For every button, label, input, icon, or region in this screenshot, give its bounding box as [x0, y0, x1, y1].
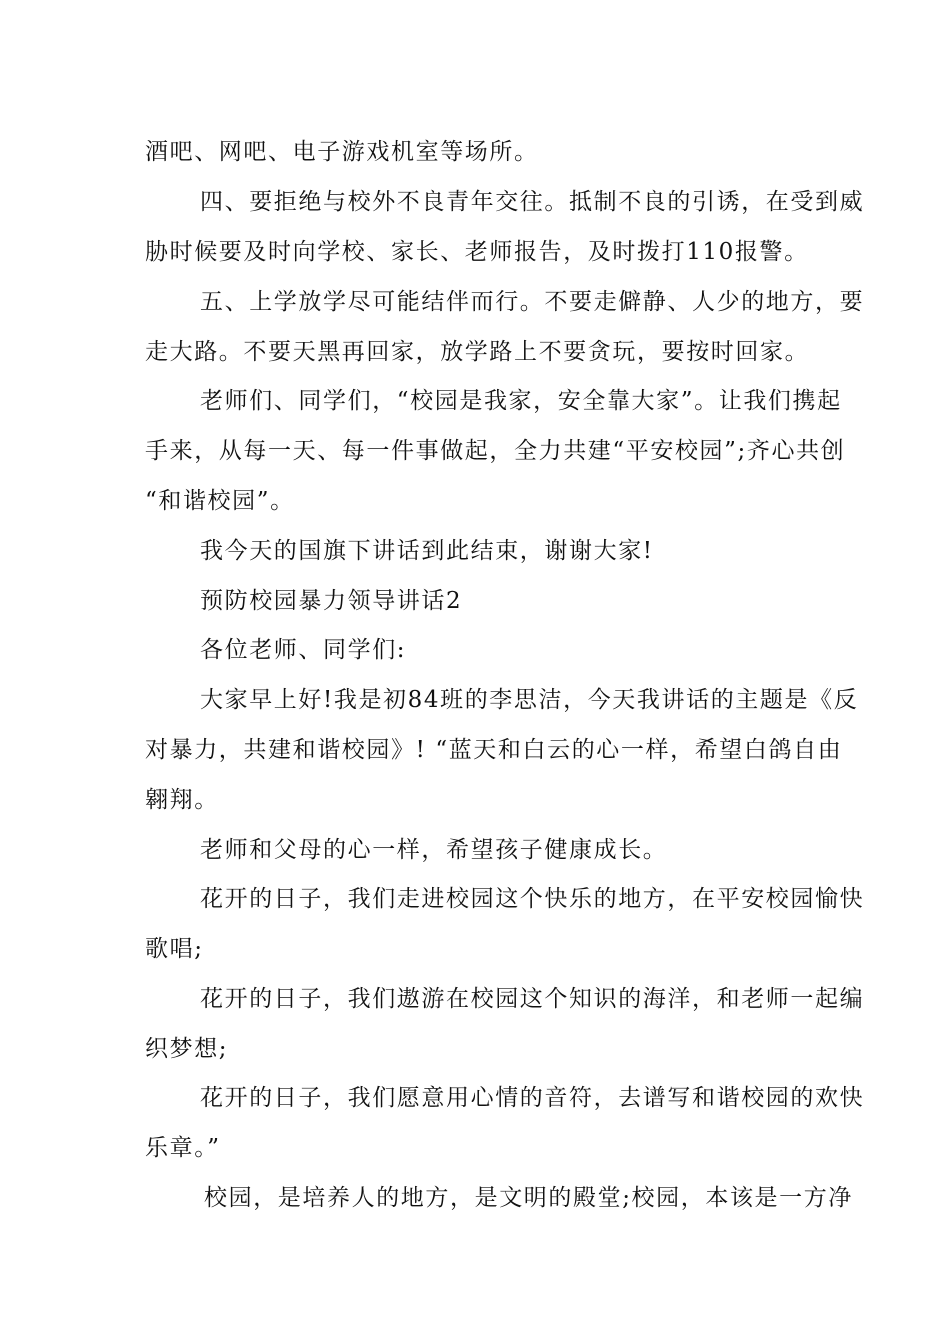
- paragraph-line: 老师们、同学们，“校园是我家，安全靠大家”。让我们携起: [200, 388, 842, 414]
- paragraph-line: 我今天的国旗下讲话到此结束，谢谢大家!: [200, 538, 654, 564]
- paragraph-line: 花开的日子，我们愿意用心情的音符，去谱写和谐校园的欢快: [200, 1085, 865, 1111]
- text-line: “和谐校园”。: [145, 488, 295, 514]
- text-line: 歌唱;: [145, 936, 204, 962]
- paragraph-line: 老师和父母的心一样，希望孩子健康成长。: [200, 837, 668, 863]
- paragraph-line: 五、上学放学尽可能结伴而行。不要走僻静、人少的地方，要: [200, 289, 865, 315]
- paragraph-line: 四、要拒绝与校外不良青年交往。抵制不良的引诱，在受到威: [200, 189, 865, 215]
- text-line: 对暴力，共建和谐校园》! “蓝天和白云的心一样，希望白鸽自由: [145, 737, 843, 763]
- text-line: 翱翔。: [145, 787, 219, 813]
- text-line: 酒吧、网吧、电子游戏机室等场所。: [145, 139, 539, 165]
- text-line: 走大路。不要天黑再回家，放学路上不要贪玩，要按时回家。: [145, 339, 810, 365]
- text-line: 乐章。”: [145, 1135, 221, 1161]
- greeting-line: 各位老师、同学们:: [200, 637, 407, 663]
- text-line: 织梦想;: [145, 1036, 229, 1062]
- paragraph-line: 校园，是培养人的地方，是文明的殿堂;校园，本该是一方净: [204, 1185, 853, 1211]
- paragraph-line: 大家早上好!我是初84班的李思洁，今天我讲话的主题是《反: [200, 687, 859, 713]
- text-line: 手来，从每一天、每一件事做起，全力共建“平安校园”;齐心共创: [145, 438, 846, 464]
- paragraph-line: 花开的日子，我们走进校园这个快乐的地方，在平安校园愉快: [200, 886, 865, 912]
- paragraph-line: 花开的日子，我们遨游在校园这个知识的海洋，和老师一起编: [200, 986, 865, 1012]
- text-line: 胁时候要及时向学校、家长、老师报告，及时拨打110报警。: [145, 239, 809, 265]
- section-heading: 预防校园暴力领导讲话2: [200, 588, 463, 614]
